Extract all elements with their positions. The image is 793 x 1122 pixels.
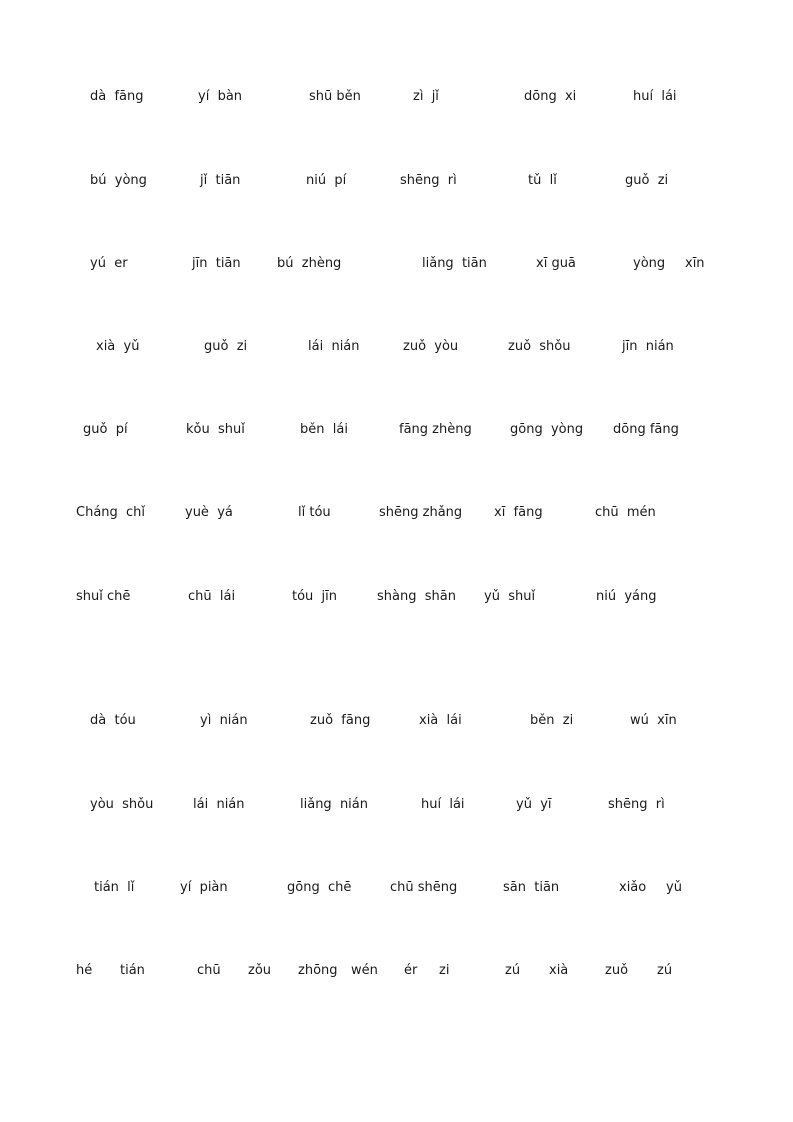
pinyin-syllable: zú — [657, 963, 673, 978]
pinyin-word: kǒu shuǐ — [186, 422, 245, 437]
pinyin-word: bú zhèng — [277, 256, 342, 271]
pinyin-word: sān tiān — [503, 880, 560, 895]
pinyin-word: yuè yá — [185, 505, 233, 520]
pinyin-word: dà fāng — [90, 89, 144, 104]
pinyin-word: zuǒ shǒu — [508, 339, 571, 354]
pinyin-word: běn lái — [300, 422, 348, 437]
pinyin-word: gōng chē — [287, 880, 352, 895]
pinyin-word: běn zi — [530, 713, 574, 728]
pinyin-word: zuǒ fāng — [310, 713, 371, 728]
pinyin-word: yòu shǒu — [90, 797, 154, 812]
pinyin-word: xià yǔ — [96, 339, 140, 354]
pinyin-word: zuǒ yòu — [403, 339, 459, 354]
pinyin-syllable: zǒu — [248, 963, 272, 978]
pinyin-word: dōng xi — [524, 89, 577, 104]
pinyin-word: shàng shān — [377, 589, 456, 604]
pinyin-word: xiǎo — [619, 880, 647, 895]
pinyin-syllable: zú — [505, 963, 521, 978]
pinyin-word: huí lái — [633, 89, 677, 104]
pinyin-word: jīn nián — [622, 339, 674, 354]
pinyin-word: yòng — [633, 256, 666, 271]
pinyin-word: xīn — [685, 256, 705, 271]
pinyin-word: liǎng tiān — [422, 256, 487, 271]
pinyin-syllable: ér — [404, 963, 418, 978]
pinyin-word: shēng rì — [608, 797, 665, 812]
pinyin-syllable: zuǒ — [605, 963, 629, 978]
pinyin-word: shēng zhǎng — [379, 505, 463, 520]
pinyin-word: guǒ zi — [204, 339, 248, 354]
pinyin-word: tián lǐ — [94, 880, 135, 895]
pinyin-word: xià lái — [419, 713, 462, 728]
pinyin-word: huí lái — [421, 797, 465, 812]
pinyin-word: xī guā — [536, 256, 576, 271]
pinyin-word: niú yáng — [596, 589, 657, 604]
pinyin-word: dà tóu — [90, 713, 136, 728]
pinyin-word: chū lái — [188, 589, 236, 604]
pinyin-syllable: tián — [120, 963, 145, 978]
pinyin-word: yǔ shuǐ — [484, 589, 536, 604]
pinyin-word: bú yòng — [90, 173, 147, 188]
pinyin-word: gōng yòng — [510, 422, 584, 437]
pinyin-word: fāng zhèng — [399, 422, 472, 437]
pinyin-word: shū běn — [309, 89, 361, 104]
pinyin-syllable: xià — [549, 963, 569, 978]
pinyin-syllable: zhōng — [298, 963, 338, 978]
pinyin-word: liǎng nián — [300, 797, 369, 812]
pinyin-syllable: wén — [351, 963, 378, 978]
pinyin-word: yú er — [90, 256, 128, 271]
pinyin-syllable: hé — [76, 963, 93, 978]
pinyin-word: lái nián — [193, 797, 245, 812]
pinyin-word: lái nián — [308, 339, 360, 354]
pinyin-word: guǒ pí — [83, 422, 128, 437]
pinyin-word: jǐ tiān — [200, 173, 241, 188]
pinyin-word: yí piàn — [180, 880, 228, 895]
pinyin-word: tóu jīn — [292, 589, 338, 604]
pinyin-word: wú xīn — [630, 713, 677, 728]
pinyin-syllable: chū — [197, 963, 221, 978]
pinyin-syllable: zi — [439, 963, 450, 978]
pinyin-word: xī fāng — [494, 505, 543, 520]
pinyin-word: tǔ lǐ — [528, 173, 557, 188]
pinyin-word: zì jǐ — [413, 89, 439, 104]
pinyin-word: niú pí — [306, 173, 347, 188]
pinyin-word: yǔ — [666, 880, 682, 895]
pinyin-word: chū shēng — [390, 880, 458, 895]
pinyin-word: guǒ zi — [625, 173, 669, 188]
pinyin-word: Cháng chǐ — [76, 505, 146, 520]
pinyin-word: lǐ tóu — [298, 505, 331, 520]
pinyin-word: yǔ yī — [516, 797, 552, 812]
pinyin-word: shuǐ chē — [76, 589, 131, 604]
pinyin-word: dōng fāng — [613, 422, 679, 437]
pinyin-word: chū mén — [595, 505, 656, 520]
pinyin-word: yì nián — [200, 713, 248, 728]
pinyin-word: yí bàn — [198, 89, 243, 104]
pinyin-word: shēng rì — [400, 173, 457, 188]
pinyin-word: jīn tiān — [192, 256, 241, 271]
